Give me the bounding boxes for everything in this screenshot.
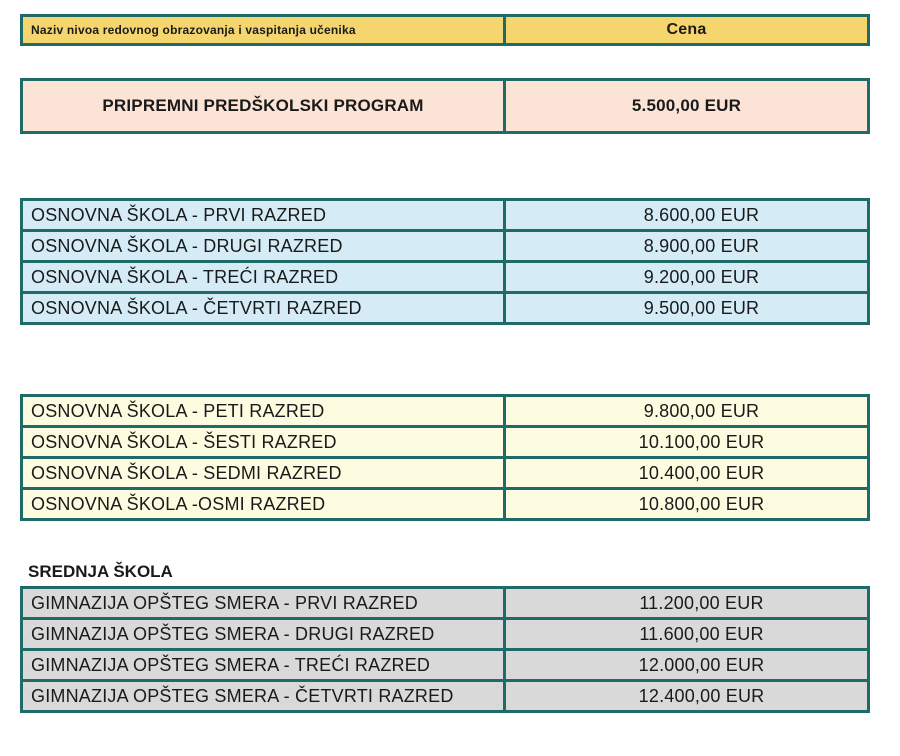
table-row: [23, 397, 867, 425]
table-row: [23, 81, 867, 131]
header-level-name: Naziv nivoa redovnog obrazovanja i vaspitanja učenika: [23, 17, 503, 43]
upper-primary-table: [20, 394, 870, 521]
table-row: [23, 263, 867, 291]
header-row: [23, 17, 867, 43]
level-price: 10.800,00 EUR: [506, 490, 867, 518]
lower-primary-table: [20, 198, 870, 325]
level-name: OSNOVNA ŠKOLA -OSMI RAZRED: [23, 490, 503, 518]
table-row: [23, 428, 867, 456]
level-name: OSNOVNA ŠKOLA - DRUGI RAZRED: [23, 232, 503, 260]
table-row: [23, 459, 867, 487]
level-price: 12.400,00 EUR: [506, 682, 867, 710]
level-price: 10.100,00 EUR: [506, 428, 867, 456]
level-name: OSNOVNA ŠKOLA - ŠESTI RAZRED: [23, 428, 503, 456]
secondary-table: [20, 586, 870, 713]
level-name: OSNOVNA ŠKOLA - TREĆI RAZRED: [23, 263, 503, 291]
table-row: [23, 682, 867, 710]
level-price: 8.600,00 EUR: [506, 201, 867, 229]
table-row: [23, 232, 867, 260]
table-row: [23, 589, 867, 617]
table-row: [23, 651, 867, 679]
level-price: 5.500,00 EUR: [506, 81, 867, 131]
level-name: GIMNAZIJA OPŠTEG SMERA - ČETVRTI RAZRED: [23, 682, 503, 710]
level-name: GIMNAZIJA OPŠTEG SMERA - PRVI RAZRED: [23, 589, 503, 617]
level-price: 11.200,00 EUR: [506, 589, 867, 617]
level-name: GIMNAZIJA OPŠTEG SMERA - TREĆI RAZRED: [23, 651, 503, 679]
level-name: GIMNAZIJA OPŠTEG SMERA - DRUGI RAZRED: [23, 620, 503, 648]
level-price: 9.500,00 EUR: [506, 294, 867, 322]
level-price: 12.000,00 EUR: [506, 651, 867, 679]
section-title-secondary: SREDNJA ŠKOLA: [28, 562, 173, 581]
level-price: 9.200,00 EUR: [506, 263, 867, 291]
level-name: OSNOVNA ŠKOLA - SEDMI RAZRED: [23, 459, 503, 487]
table-row: [23, 490, 867, 518]
header-table: [20, 14, 870, 46]
preschool-table: [20, 78, 870, 134]
table-row: [23, 620, 867, 648]
header-price: Cena: [506, 17, 867, 43]
level-price: 8.900,00 EUR: [506, 232, 867, 260]
level-price: 9.800,00 EUR: [506, 397, 867, 425]
level-name: OSNOVNA ŠKOLA - ČETVRTI RAZRED: [23, 294, 503, 322]
level-price: 11.600,00 EUR: [506, 620, 867, 648]
level-price: 10.400,00 EUR: [506, 459, 867, 487]
level-name: OSNOVNA ŠKOLA - PETI RAZRED: [23, 397, 503, 425]
level-name: PRIPREMNI PREDŠKOLSKI PROGRAM: [23, 81, 503, 131]
table-row: [23, 294, 867, 322]
level-name: OSNOVNA ŠKOLA - PRVI RAZRED: [23, 201, 503, 229]
table-row: [23, 201, 867, 229]
